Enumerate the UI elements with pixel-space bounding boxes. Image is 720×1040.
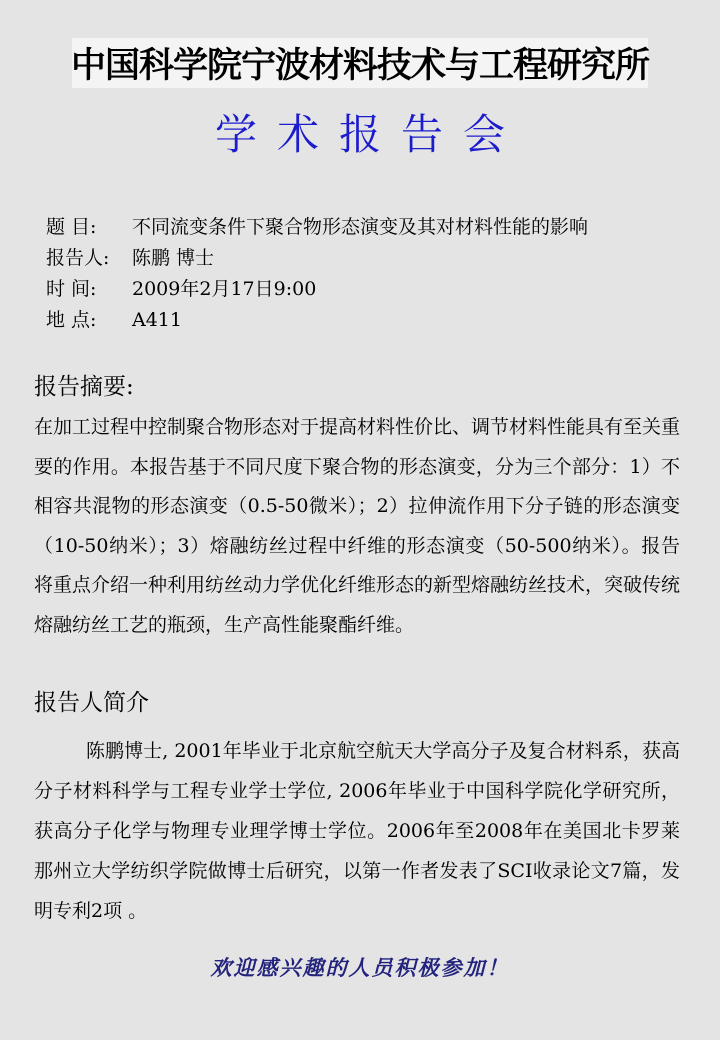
location-row bbox=[46, 305, 588, 336]
welcome-message: 欢迎感兴趣的人员积极参加！ bbox=[210, 955, 510, 980]
location-label: 地 点: bbox=[46, 309, 97, 331]
event-info bbox=[46, 212, 588, 336]
bio-text: 陈鹏博士, 2001年毕业于北京航空航天大学高分子及复合材料系，获高分子材料科学与工程专业学士学位, 2006年毕业于中国科学院化学研究所，获高分子化学与物理专业理学博士学位。2006年至2008年在美国北卡罗莱那州立大学纺织学院做博士后研究，以第一作者发表了SCI收录论文7篇，发明专利2项 。 bbox=[34, 740, 680, 922]
location-value: A411 bbox=[132, 309, 182, 331]
time-row bbox=[46, 274, 588, 305]
time-value: 2009年2月17日9:00 bbox=[132, 278, 317, 300]
speaker-row bbox=[46, 243, 588, 274]
institute-banner bbox=[72, 38, 648, 88]
time-label: 时 间: bbox=[46, 278, 97, 300]
speaker-label: 报告人: bbox=[46, 247, 110, 269]
topic-label: 题 目: bbox=[46, 216, 97, 238]
speaker-value: 陈鹏 博士 bbox=[132, 247, 215, 269]
abstract-text: 在加工过程中控制聚合物形态对于提高材料性价比、调节材料性能具有至关重要的作用。本报告基于不同尺度下聚合物的形态演变，分为三个部分：1）不相容共混物的形态演变（0.5-50微米）；2）拉伸流作用下分子链的形态演变（10-50纳米）；3）熔融纺丝过程中纤维的形态演变（50-500纳米）。报告将重点介绍一种利用纺丝动力学优化纤维形态的新型熔融纺丝技术，突破传统熔融纺丝工艺的瓶颈，生产高性能聚酯纤维。 bbox=[34, 416, 681, 636]
topic-row bbox=[46, 212, 588, 243]
abstract-heading: 报告摘要: bbox=[34, 374, 134, 400]
topic-value: 不同流变条件下聚合物形态演变及其对材料性能的影响 bbox=[132, 216, 589, 238]
event-title: 学术报告会 bbox=[214, 110, 525, 159]
bio-heading: 报告人简介 bbox=[34, 690, 149, 716]
institute-name: 中国科学院宁波材料技术与工程研究所 bbox=[71, 46, 650, 86]
